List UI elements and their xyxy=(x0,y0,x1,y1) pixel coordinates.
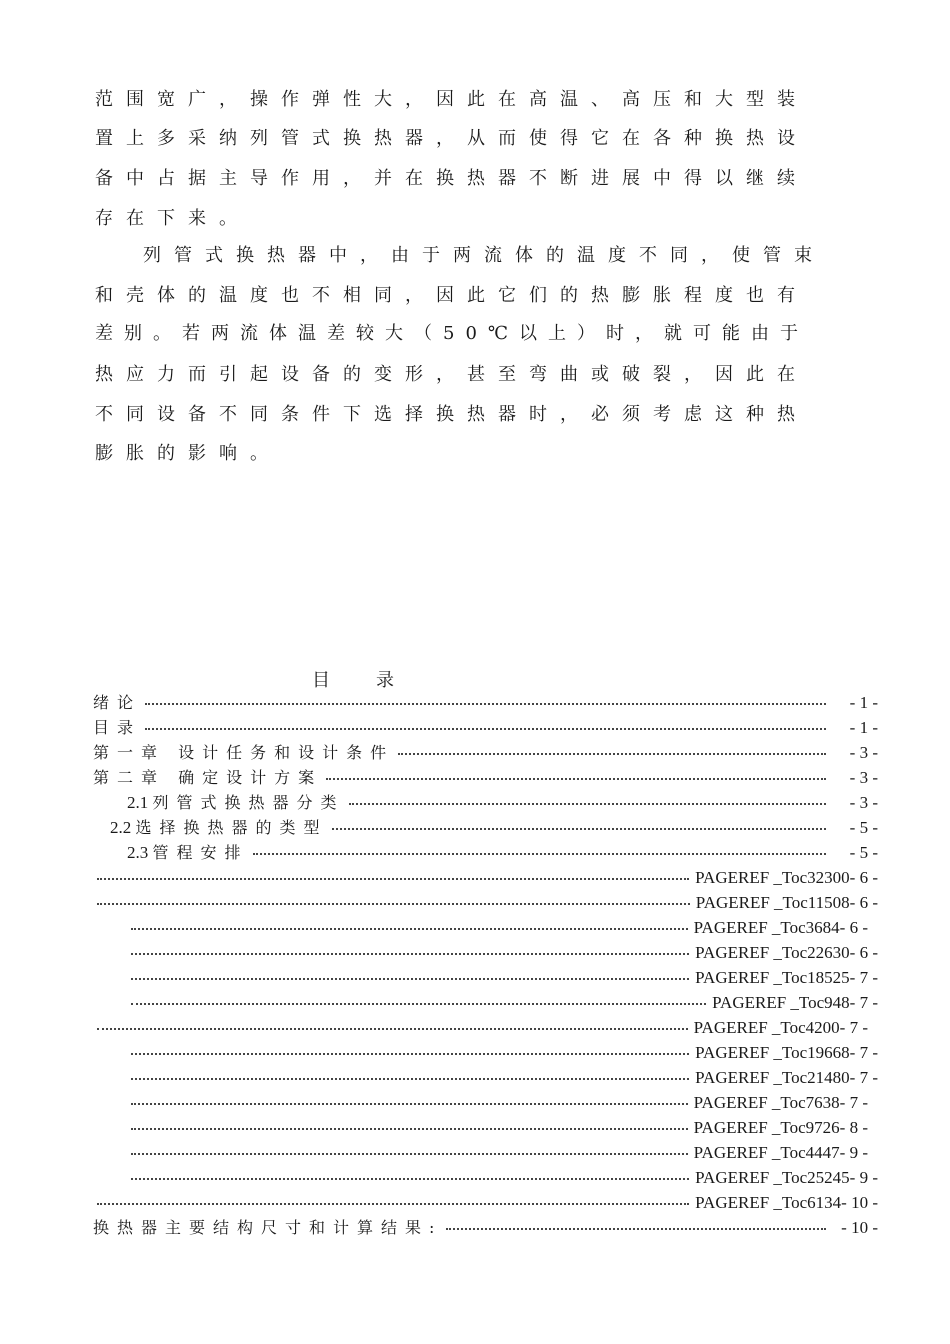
toc-entry[interactable] xyxy=(93,1215,878,1237)
toc-entry[interactable] xyxy=(110,815,878,837)
toc-page-number: - 7 - xyxy=(839,1093,868,1112)
body-line: 范围宽广，操作弹性大，因此在高温、高压和大型装 xyxy=(95,89,808,110)
toc-entry[interactable] xyxy=(127,1090,868,1112)
toc-entry-label: 2.3 管程安排 xyxy=(127,843,249,862)
toc-leader-dots xyxy=(349,787,826,805)
toc-entry[interactable] xyxy=(93,1190,878,1212)
toc-page-number: - 8 - xyxy=(839,1118,868,1137)
toc-entry[interactable] xyxy=(127,1165,878,1187)
toc-page-number: - 6 - xyxy=(849,893,878,912)
toc-entry[interactable] xyxy=(93,865,878,887)
toc-entry[interactable] xyxy=(93,740,878,762)
toc-leader-dots xyxy=(326,762,826,780)
toc-entry[interactable] xyxy=(93,765,878,787)
body-line: 置上多采纳列管式换热器，从而使得它在各种换热设 xyxy=(95,128,808,149)
toc-pageref-field: PAGEREF _Toc19668 xyxy=(695,1043,850,1062)
toc-leader-dots xyxy=(145,712,826,730)
toc-leader-dots xyxy=(97,862,689,880)
toc-entry[interactable] xyxy=(127,1065,878,1087)
toc-pageref-field: PAGEREF _Toc7638 xyxy=(693,1093,840,1112)
body-line: 和壳体的温度也不相同，因此它们的热膨胀程度也有 xyxy=(95,285,808,306)
toc-page-number: - 3 - xyxy=(849,768,878,787)
toc-leader-dots xyxy=(131,912,688,930)
toc-page-number: - 5 - xyxy=(849,843,878,862)
toc-pageref-field: PAGEREF _Toc3684 xyxy=(693,918,840,937)
toc-leader-dots xyxy=(398,737,826,755)
toc-page-number: - 6 - xyxy=(839,918,868,937)
toc-entry-label: 2.1 列管式换热器分类 xyxy=(127,793,345,812)
toc-entry[interactable] xyxy=(127,1115,868,1137)
toc-entry[interactable] xyxy=(127,940,878,962)
toc-page-number: - 9 - xyxy=(839,1143,868,1162)
toc-entry[interactable] xyxy=(127,790,878,812)
toc-entry[interactable] xyxy=(127,840,878,862)
toc-leader-dots xyxy=(131,1062,689,1080)
toc-page-number: - 7 - xyxy=(849,968,878,987)
toc-pageref-field: PAGEREF _Toc948 xyxy=(712,993,850,1012)
toc-pageref-field: PAGEREF _Toc18525 xyxy=(695,968,850,987)
toc-pageref-field: PAGEREF _Toc9726 xyxy=(693,1118,840,1137)
toc-leader-dots xyxy=(97,887,690,905)
toc-entry-label: 换热器主要结构尺寸和计算结果: xyxy=(93,1218,443,1237)
toc-entry[interactable] xyxy=(93,1015,868,1037)
toc-leader-dots xyxy=(131,987,706,1005)
toc-entry[interactable] xyxy=(127,990,878,1012)
body-line: 膨胀的影响。 xyxy=(95,443,281,464)
toc-entry[interactable] xyxy=(127,1140,868,1162)
toc-leader-dots xyxy=(97,1012,688,1030)
toc-page-number: - 7 - xyxy=(839,1018,868,1037)
toc-entry[interactable] xyxy=(127,1040,878,1062)
toc-page-number: - 1 - xyxy=(849,718,878,737)
body-line: 列管式换热器中，由于两流体的温度不同，使管束 xyxy=(143,245,825,266)
toc-page-number: - 10 - xyxy=(841,1218,878,1237)
body-line: 不同设备不同条件下选择换热器时，必须考虑这种热 xyxy=(95,404,808,425)
toc-entry[interactable] xyxy=(93,715,878,737)
toc-leader-dots xyxy=(131,1162,689,1180)
toc-pageref-field: PAGEREF _Toc32300 xyxy=(695,868,850,887)
toc-entry-label: 第二章 确定设计方案 xyxy=(93,768,323,787)
toc-pageref-field: PAGEREF _Toc22630 xyxy=(695,943,850,962)
toc-pageref-field: PAGEREF _Toc4447 xyxy=(693,1143,840,1162)
toc-leader-dots xyxy=(332,812,826,830)
toc-leader-dots xyxy=(131,937,689,955)
toc-leader-dots xyxy=(97,1187,689,1205)
toc-page-number: - 7 - xyxy=(849,1043,878,1062)
toc-page-number: - 3 - xyxy=(849,793,878,812)
body-line: 差别。若两流体温差较大（50℃以上）时，就可能由于 xyxy=(95,323,810,344)
toc-page-number: - 5 - xyxy=(849,818,878,837)
toc-entry[interactable] xyxy=(93,890,878,912)
toc-pageref-field: PAGEREF _Toc25245 xyxy=(695,1168,850,1187)
toc-page-number: - 7 - xyxy=(849,1068,878,1087)
toc-title: 目录 xyxy=(312,670,440,691)
toc-leader-dots xyxy=(131,1087,688,1105)
toc-entry[interactable] xyxy=(127,965,878,987)
toc-leader-dots xyxy=(446,1212,826,1230)
toc-leader-dots xyxy=(253,837,826,855)
toc-pageref-field: PAGEREF _Toc11508 xyxy=(695,893,850,912)
toc-entry-label: 绪论 xyxy=(93,693,142,712)
toc-page-number: - 7 - xyxy=(849,993,878,1012)
toc-entry-label: 目录 xyxy=(93,718,142,737)
body-line: 热应力而引起设备的变形，甚至弯曲或破裂，因此在 xyxy=(95,364,808,385)
toc-entry-label: 第一章 设计任务和设计条件 xyxy=(93,743,395,762)
toc-pageref-field: PAGEREF _Toc21480 xyxy=(695,1068,850,1087)
toc-page-number: - 1 - xyxy=(849,693,878,712)
toc-leader-dots xyxy=(131,1037,689,1055)
toc-page-number: - 6 - xyxy=(849,868,878,887)
toc-entry-label: 2.2 选择换热器的类型 xyxy=(110,818,328,837)
toc-leader-dots xyxy=(145,687,826,705)
toc-pageref-field: PAGEREF _Toc6134 xyxy=(695,1193,842,1212)
toc-leader-dots xyxy=(131,1112,688,1130)
body-line: 备中占据主导作用，并在换热器不断进展中得以继续 xyxy=(95,168,808,189)
toc-entry[interactable] xyxy=(127,915,868,937)
body-line: 存在下来。 xyxy=(95,208,250,229)
toc-leader-dots xyxy=(131,1137,688,1155)
toc-page-number: - 9 - xyxy=(849,1168,878,1187)
toc-leader-dots xyxy=(131,962,689,980)
toc-page-number: - 3 - xyxy=(849,743,878,762)
toc-page-number: - 10 - xyxy=(841,1193,878,1212)
toc-entry[interactable] xyxy=(93,690,878,712)
toc-page-number: - 6 - xyxy=(849,943,878,962)
toc-pageref-field: PAGEREF _Toc4200 xyxy=(693,1018,840,1037)
